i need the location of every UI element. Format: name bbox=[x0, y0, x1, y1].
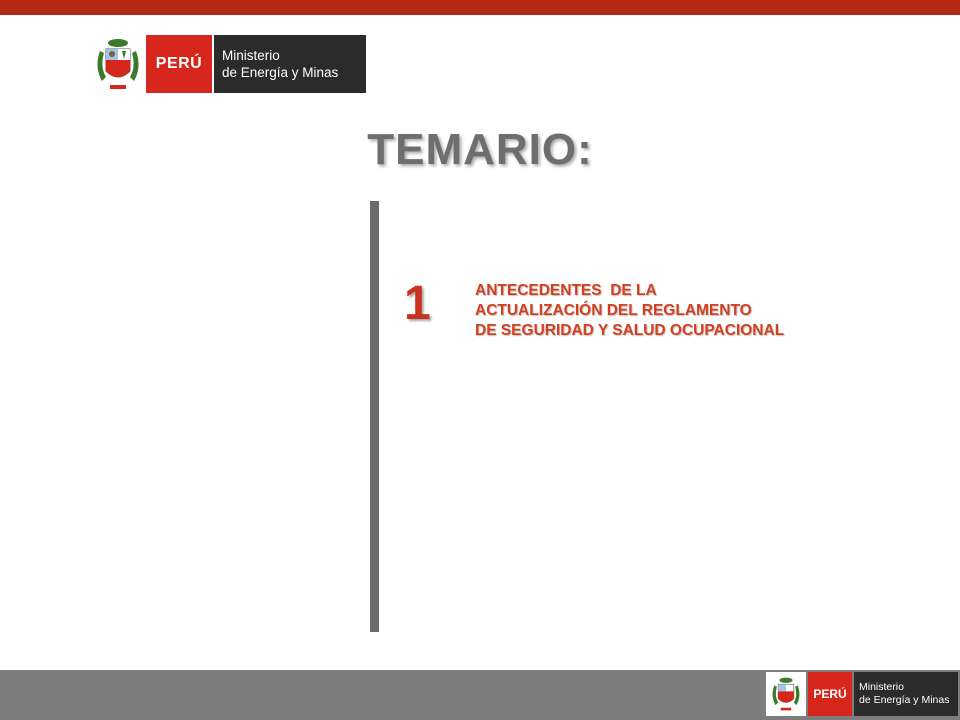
ministry-name-line1: Ministerio bbox=[859, 681, 904, 693]
slide-title: TEMARIO: bbox=[367, 125, 593, 174]
ministry-name-line1: Ministerio bbox=[222, 48, 280, 63]
ministry-logo-header bbox=[92, 35, 366, 93]
ministry-name-line2: de Energía y Minas bbox=[222, 65, 339, 80]
coat-of-arms-icon bbox=[766, 672, 806, 716]
vertical-divider bbox=[370, 201, 379, 632]
top-accent-bar bbox=[0, 0, 960, 15]
ministry-logo-footer bbox=[766, 672, 958, 716]
agenda-item-number: 1 bbox=[404, 277, 431, 330]
peru-label: PERÚ bbox=[808, 672, 852, 716]
peru-label: PERÚ bbox=[146, 35, 212, 93]
agenda-item-text bbox=[475, 281, 784, 341]
agenda-item-line: DE SEGURIDAD Y SALUD OCUPACIONAL bbox=[475, 322, 785, 339]
ministry-name bbox=[214, 35, 366, 93]
ministry-name bbox=[854, 672, 958, 716]
ministry-name-line2: de Energía y Minas bbox=[859, 694, 950, 706]
coat-of-arms-icon bbox=[92, 37, 144, 91]
agenda-item-line: ANTECEDENTES DE LA bbox=[475, 282, 657, 299]
agenda-item-line: ACTUALIZACIÓN DEL REGLAMENTO bbox=[475, 302, 752, 319]
